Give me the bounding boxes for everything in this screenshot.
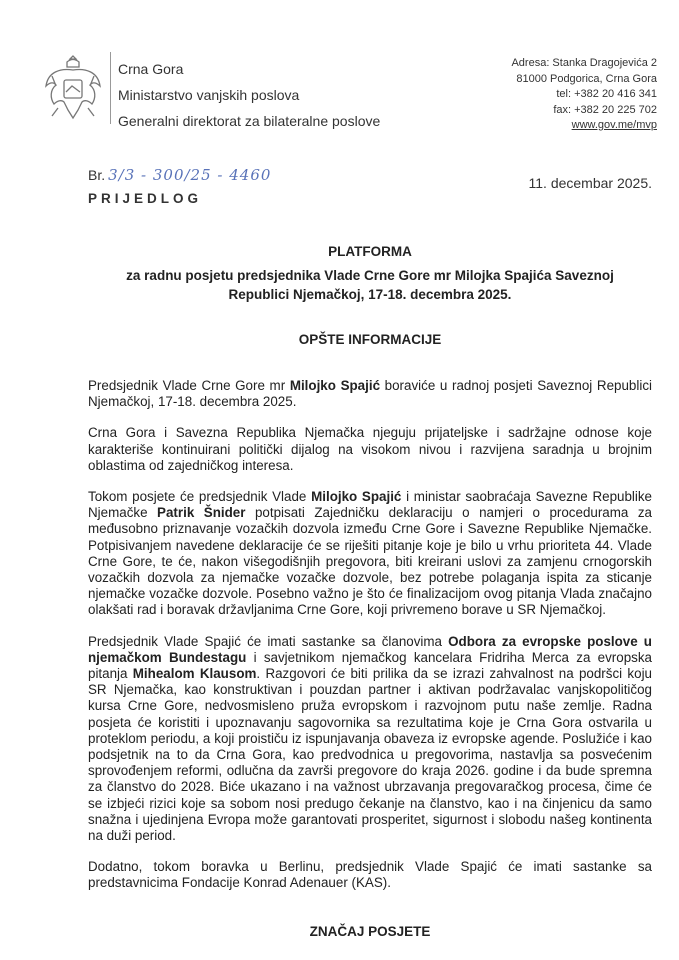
address-block: [511, 56, 657, 134]
directorate-name: Generalni direktorat za bilateralne poslove: [118, 113, 381, 129]
bold-text: Odbora za evropske poslove u njemačkom Bundestagu: [88, 633, 652, 665]
country-name: Crna Gora: [118, 61, 184, 77]
address-city: 81000 Podgorica, Crna Gora: [516, 72, 657, 85]
document-title: PLATFORMA: [328, 244, 412, 259]
coat-of-arms-logo: [42, 52, 104, 124]
text-segment: . Razgovori će biti prilika da se izrazi zahvalnost na podršci koju SR Njemačka, kao konstruktivan i pouzdan partner i aktivan podržavalac vanjskopolitičog kursa Crne Gore, nedvosmisleno pruža evropskom i razvojnom putu naše zemlje. Radna posjeta će koristiti i upoznavanju sagovornika sa rezultatima koje je Crna Gora ostvarila u proteklom periodu, a koji proističu iz ispunjavanja obaveza iz evropske agende. Poslužiće i kao podsjetnik na to da Crna Gora, kao predvodnica u pregovorima, nastavlja sa posvećenim sprovođenjem reformi, odlučna da završi pregovore do kraja 2026. godine i da bude spremna za članstvo do 2028. Biće ukazano i na važnost ubrzavanja pregovaračkog procesa, čime će se izbjeći rizici koje sa sobom nosi predugo čekanje na članstvo, kao i na činjenicu da samo snažna i ujedinjena Evropa može garantovati prosperitet, sigurnost i slobodu našeg kontinenta na duži period.: [88, 666, 653, 844]
paragraph: [88, 634, 652, 845]
handwritten-reference: 3/3 - 300/25 - 4460: [108, 166, 272, 184]
ministry-name: Ministarstvo vanjskih poslova: [118, 87, 300, 103]
bold-text: Mihealom Klausom: [132, 666, 257, 682]
text-segment: i savjetnikom njemačkog kancelara Fridriha Merca za evropska pitanja: [88, 649, 652, 682]
reference-prefix: Br.: [88, 167, 106, 183]
text-segment: boraviće u radnoj posjeti Saveznoj Republici Njemačkoj, 17-18. decembra 2025.: [88, 378, 653, 410]
document-type: PRIJEDLOG: [88, 191, 203, 206]
section-heading-general-info: OPŠTE INFORMACIJE: [298, 332, 442, 347]
organization-block: [118, 56, 380, 134]
text-segment: Dodatno, tokom boravka u Berlinu, predsjednik Vlade Spajić će imati sastanke sa predstavnicima Fondacije Konrad Adenauer (KAS).: [88, 859, 652, 891]
header-divider: [110, 52, 111, 124]
fax: fax: +382 20 225 702: [553, 103, 657, 116]
section-heading-visit-significance: ZNAČAJ POSJETE: [309, 924, 431, 939]
document-date: 11. decembar 2025.: [528, 175, 652, 191]
text-segment: i ministar saobraćaja Savezne Republike Njemačke: [88, 489, 653, 521]
paragraph: [88, 489, 652, 619]
bold-text: Milojko Spajić: [311, 489, 402, 505]
text-segment: Crna Gora i Savezna Republika Njemačka njeguju prijateljske i sadržajne odnose koje karakteriše kontinuirani politički dijalog na visokom nivou i razvijena saradnja u brojnim oblastima od zajedničkog interesa.: [88, 425, 652, 473]
address-street: Adresa: Stanka Dragojevića 2: [511, 57, 657, 69]
website-link[interactable]: www.gov.me/mvp: [571, 119, 657, 131]
phone: tel: +382 20 416 341: [556, 88, 657, 100]
text-segment: potpisati Zajedničku deklaraciju o namjeri o procedurama za međusobno priznavanje vozačkih dozvola između Crne Gore i Savezne Republike Njemačke. Potpisivanjem navedene deklaracije će se riješiti pitanje koje je bilo u vrhu prioriteta 44. Vlade Crne Gore, te će, nakon višegodišnjih pregovora, biti kreirani uslovi za zamjenu crnogorskih vozačkih dozvola za njemačke vozačke dozvole, bez potrebe polaganja ispita za sticanje njemačke vozačke dozvole. Posebno važno je što će finalizacijom ovog pitanja Vlada značajno olakšati rad i boravak državljanima Crne Gore, koji privremeno borave u SR Njemačkoj.: [88, 505, 652, 618]
bold-text: Patrik Šnider: [157, 505, 246, 521]
paragraph: [88, 425, 652, 474]
text-segment: Tokom posjete će predsjednik Vlade: [88, 489, 312, 505]
bold-text: Milojko Spajić: [289, 378, 381, 393]
document-body: [88, 378, 652, 907]
paragraph: [88, 859, 652, 891]
paragraph: [88, 378, 652, 410]
text-segment: Predsjednik Vlade Spajić će imati sastanke sa članovima: [88, 633, 449, 649]
reference-number: [88, 166, 271, 184]
document-subtitle: za radnu posjetu predsjednika Vlade Crne Gore mr Milojka Spajića Saveznoj Republici Njemačkoj, 17-18. decembra 2025.: [126, 268, 614, 302]
text-segment: Predsjednik Vlade Crne Gore mr: [88, 378, 290, 393]
